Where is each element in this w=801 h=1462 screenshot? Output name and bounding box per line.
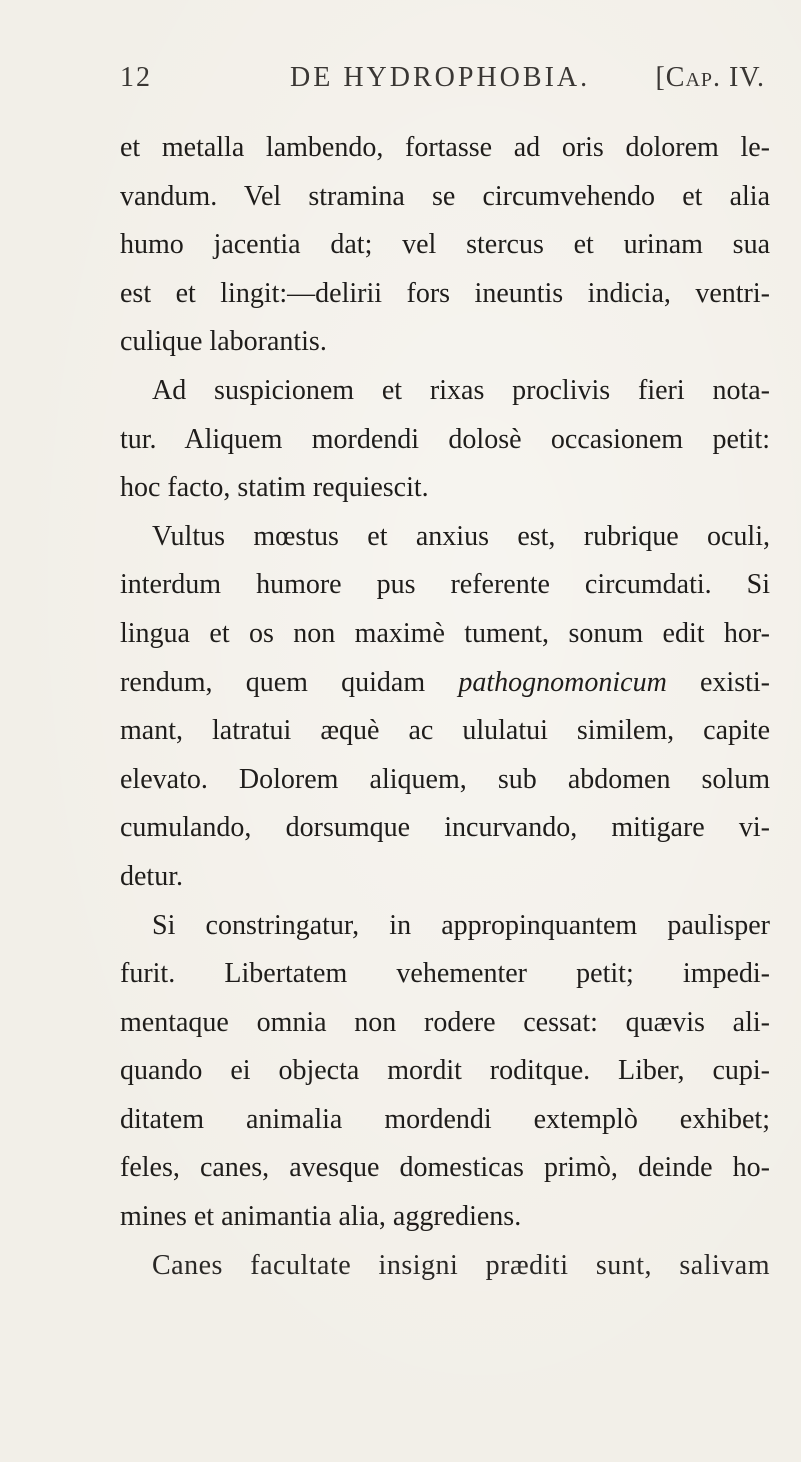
text-line bbox=[120, 659, 770, 708]
running-title: DE HYDROPHOBIA. bbox=[290, 62, 591, 93]
text-line: et metalla lambendo, fortasse ad oris dolorem le- bbox=[120, 132, 770, 163]
text-line: cumulando, dorsumque incurvando, mitigare vi- bbox=[120, 812, 770, 844]
text-line: Si constringatur, in appropinquantem paulisper bbox=[152, 909, 770, 941]
text-line: lingua et os non maximè tument, sonum edit hor- bbox=[120, 617, 770, 649]
text-line: detur. bbox=[120, 860, 183, 892]
text-line: mant, latratui æquè ac ululatui similem, capite bbox=[120, 715, 770, 747]
text-line: interdum humore pus referente circumdati. Si bbox=[120, 569, 770, 601]
running-head bbox=[120, 62, 765, 98]
text-line: Vultus mœstus et anxius est, rubrique oculi, bbox=[152, 520, 770, 552]
text-line: humo jacentia dat; vel stercus et urinam sua bbox=[120, 229, 770, 261]
text-line: elevato. Dolorem aliquem, sub abdomen solum bbox=[120, 763, 770, 795]
text-line: hoc facto, statim requiescit. bbox=[120, 472, 429, 504]
text-line: tur. Aliquem mordendi dolosè occasionem petit: bbox=[120, 423, 770, 455]
chapter-marker: [Cap. IV. bbox=[655, 62, 765, 93]
text-line: vandum. Vel stramina se circumvehendo et alia bbox=[120, 180, 770, 212]
text-run: existi- bbox=[666, 666, 770, 698]
text-line: culique laborantis. bbox=[120, 326, 327, 358]
text-line: mentaque omnia non rodere cessat: quævis ali- bbox=[120, 1006, 770, 1038]
text-line: est et lingit:—delirii fors ineuntis indicia, ventri- bbox=[120, 277, 770, 309]
text-line: quando ei objecta mordit roditque. Liber, cupi- bbox=[120, 1055, 770, 1087]
italic-term: pathognomonicum bbox=[458, 666, 667, 698]
page-number: 12 bbox=[120, 62, 152, 93]
text-line: furit. Libertatem vehementer petit; impedi- bbox=[120, 958, 770, 990]
text-line: ditatem animalia mordendi extemplò exhibet; bbox=[120, 1103, 770, 1135]
text-line: feles, canes, avesque domesticas primò, deinde ho- bbox=[120, 1152, 770, 1184]
body-text bbox=[120, 124, 770, 1290]
text-line: mines et animantia alia, aggrediens. bbox=[120, 1201, 522, 1233]
text-run: rendum, quem quidam bbox=[120, 666, 459, 698]
text-line: Ad suspicionem et rixas proclivis fieri nota- bbox=[152, 374, 770, 406]
text-line: Canes facultate insigni præditi sunt, salivam bbox=[152, 1249, 770, 1281]
